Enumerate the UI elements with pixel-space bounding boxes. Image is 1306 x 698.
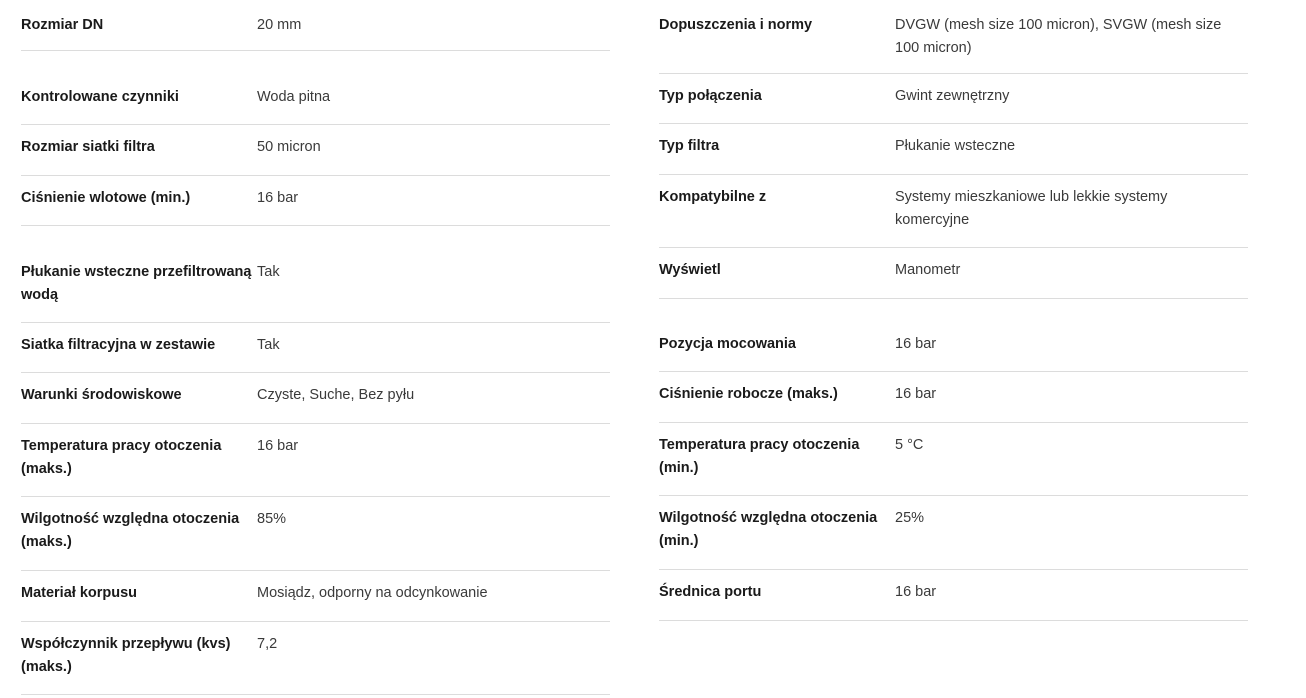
spec-label: Współczynnik przepływu (kvs) (maks.) [21, 636, 231, 675]
spec-value: 16 bar [895, 336, 937, 352]
spec-row-humidity-max [21, 497, 610, 571]
spec-label: Ciśnienie wlotowe (min.) [21, 190, 191, 206]
spec-row-controlled-media [21, 75, 610, 125]
spec-value: Płukanie wsteczne [895, 138, 1016, 154]
spec-value: Woda pitna [257, 89, 331, 105]
spec-label: Typ połączenia [659, 88, 762, 104]
spec-row-backwash [21, 250, 610, 323]
spec-value: Gwint zewnętrzny [895, 88, 1010, 104]
spec-value: Systemy mieszkaniowe lub lekkie systemy komercyjne [895, 189, 1168, 228]
spec-row-mounting-position [659, 322, 1248, 372]
spec-value: Czyste, Suche, Bez pyłu [257, 387, 415, 403]
spec-label: Siatka filtracyjna w zestawie [21, 337, 216, 353]
spec-label: Kompatybilne z [659, 189, 767, 205]
spec-label: Płukanie wsteczne przefiltrowaną wodą [21, 264, 252, 303]
spec-value: 16 bar [895, 584, 937, 600]
spec-table-right [659, 3, 1248, 621]
spec-value: 50 micron [257, 139, 321, 155]
spec-label: Średnica portu [659, 584, 762, 600]
spec-value: Mosiądz, odporny na odcynkowanie [257, 585, 488, 601]
spec-row-port-diameter [659, 570, 1248, 621]
spec-row-filter-type [659, 124, 1248, 175]
spec-label: Rozmiar siatki filtra [21, 139, 155, 155]
spec-label: Ciśnienie robocze (maks.) [659, 386, 838, 402]
spec-value: 16 bar [257, 190, 299, 206]
spec-row-humidity-min [659, 496, 1248, 570]
spec-row-connection-type [659, 74, 1248, 124]
spec-label: Typ filtra [659, 138, 720, 154]
spec-row-body-material [21, 571, 610, 622]
spec-row-ambient-temp-min [659, 423, 1248, 496]
spec-label: Dopuszczenia i normy [659, 17, 813, 33]
spec-row-flow-coefficient [21, 622, 610, 695]
spec-table-left [21, 3, 610, 695]
spec-row-filter-mesh-included [21, 323, 610, 373]
spec-label: Materiał korpusu [21, 585, 138, 601]
spec-value: Manometr [895, 262, 961, 278]
spec-label: Temperatura pracy otoczenia (min.) [659, 437, 860, 476]
spec-value: Tak [257, 337, 280, 353]
spec-row-ambient-temp-max [21, 424, 610, 497]
spec-value: 16 bar [257, 438, 299, 454]
spec-row-working-pressure [659, 372, 1248, 423]
spec-label: Wilgotność względna otoczenia (min.) [659, 510, 878, 549]
spec-label: Kontrolowane czynniki [21, 89, 179, 105]
spec-value: 5 °C [895, 437, 924, 453]
spec-row-approvals [659, 3, 1248, 74]
spec-row-inlet-pressure [21, 176, 610, 226]
spec-label: Pozycja mocowania [659, 336, 796, 352]
spec-row-dn-size [21, 3, 610, 51]
spec-value: DVGW (mesh size 100 micron), SVGW (mesh size 100 micron) [895, 17, 1222, 56]
spec-label: Temperatura pracy otoczenia (maks.) [21, 438, 222, 477]
spec-label: Warunki środowiskowe [21, 387, 182, 403]
spec-row-mesh-size [21, 125, 610, 176]
spec-value: 25% [895, 510, 925, 526]
spec-row-compatible-with [659, 175, 1248, 248]
spec-value: 20 mm [257, 17, 302, 33]
spec-label: Wilgotność względna otoczenia (maks.) [21, 511, 240, 550]
spec-label: Rozmiar DN [21, 17, 104, 33]
spec-value: 85% [257, 511, 287, 527]
spec-label: Wyświetl [659, 262, 721, 278]
spec-value: 16 bar [895, 386, 937, 402]
spec-value: Tak [257, 264, 280, 280]
spec-row-display [659, 248, 1248, 299]
spec-row-environment [21, 373, 610, 424]
spec-value: 7,2 [257, 636, 278, 652]
